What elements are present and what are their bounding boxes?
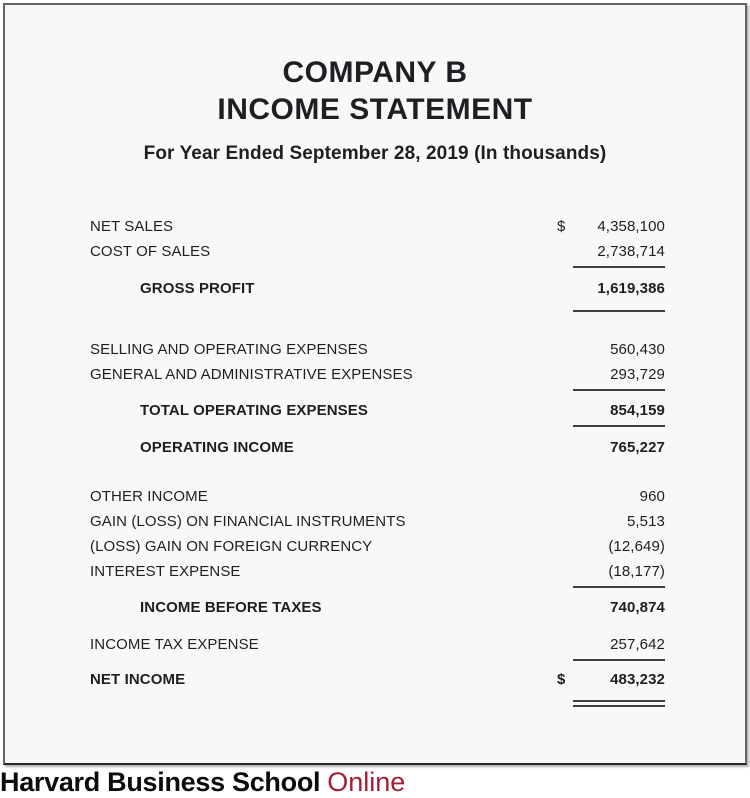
- statement-title: INCOME STATEMENT: [217, 93, 533, 126]
- brand-name: Harvard Business School: [0, 767, 321, 797]
- subtotal-rule: [90, 425, 665, 427]
- row-label: INCOME TAX EXPENSE: [90, 636, 259, 653]
- row-cost-of-sales: [90, 239, 665, 264]
- row-net-income: [90, 667, 665, 692]
- row-loss-gain-foreign-currency: [90, 534, 665, 559]
- subtotal-rule: [90, 310, 665, 312]
- row-label: INCOME BEFORE TAXES: [140, 599, 322, 616]
- company-title: COMPANY B: [282, 56, 468, 89]
- row-gain-loss-financial-instruments: [90, 509, 665, 534]
- row-label: NET INCOME: [90, 671, 186, 688]
- footer-logo: [0, 767, 405, 798]
- row-label: COST OF SALES: [90, 243, 211, 260]
- subtotal-rule: [90, 389, 665, 391]
- row-gross-profit: [90, 276, 665, 301]
- subtotal-rule: [90, 586, 665, 588]
- income-statement-panel: [3, 3, 747, 765]
- rule-line: [573, 389, 665, 391]
- row-value: 740,874: [610, 599, 665, 616]
- rule-line: [573, 700, 665, 707]
- row-value: (12,649): [608, 538, 665, 555]
- row-value: 2,738,714: [597, 243, 665, 260]
- row-selling-operating-expenses: [90, 337, 665, 362]
- rule-line: [573, 425, 665, 427]
- row-value: 293,729: [610, 366, 665, 383]
- row-total-operating-expenses: [90, 398, 665, 423]
- row-label: GAIN (LOSS) ON FINANCIAL INSTRUMENTS: [90, 513, 406, 530]
- brand-suffix: Online: [327, 767, 406, 797]
- row-label: OTHER INCOME: [90, 488, 208, 505]
- row-value: 765,227: [610, 439, 665, 456]
- total-rule-double: [90, 700, 665, 707]
- row-label: INTEREST EXPENSE: [90, 563, 241, 580]
- row-value: 854,159: [610, 402, 665, 419]
- row-label: NET SALES: [90, 218, 174, 235]
- row-label: SELLING AND OPERATING EXPENSES: [90, 341, 368, 358]
- row-value: 257,642: [610, 636, 665, 653]
- currency-symbol: $: [557, 218, 566, 235]
- row-general-admin-expenses: [90, 362, 665, 387]
- row-value: 4,358,100: [597, 218, 665, 235]
- row-label: GROSS PROFIT: [140, 280, 255, 297]
- row-value: 483,232: [610, 671, 665, 688]
- income-statement-table: [90, 214, 665, 707]
- row-label: GENERAL AND ADMINISTRATIVE EXPENSES: [90, 366, 413, 383]
- row-value: 5,513: [626, 513, 665, 530]
- statement-header: [5, 54, 745, 166]
- rule-line: [573, 266, 665, 268]
- row-interest-expense: [90, 559, 665, 584]
- subtotal-rule: [90, 266, 665, 268]
- rule-line: [573, 586, 665, 588]
- row-label: OPERATING INCOME: [140, 439, 294, 456]
- row-net-sales: [90, 214, 665, 239]
- row-label: (LOSS) GAIN ON FOREIGN CURRENCY: [90, 538, 373, 555]
- row-value: 1,619,386: [597, 280, 665, 297]
- row-value: 960: [639, 488, 665, 505]
- row-income-before-taxes: [90, 595, 665, 620]
- row-value: 560,430: [610, 341, 665, 358]
- rule-line: [573, 659, 665, 661]
- statement-subtitle: For Year Ended September 28, 2019 (In thousands): [143, 143, 607, 164]
- currency-symbol: $: [557, 671, 566, 688]
- row-label: TOTAL OPERATING EXPENSES: [140, 402, 368, 419]
- row-value: (18,177): [608, 563, 665, 580]
- row-income-tax-expense: [90, 632, 665, 657]
- rule-line: [573, 310, 665, 312]
- row-other-income: [90, 484, 665, 509]
- subtotal-rule: [90, 659, 665, 661]
- row-operating-income: [90, 435, 665, 460]
